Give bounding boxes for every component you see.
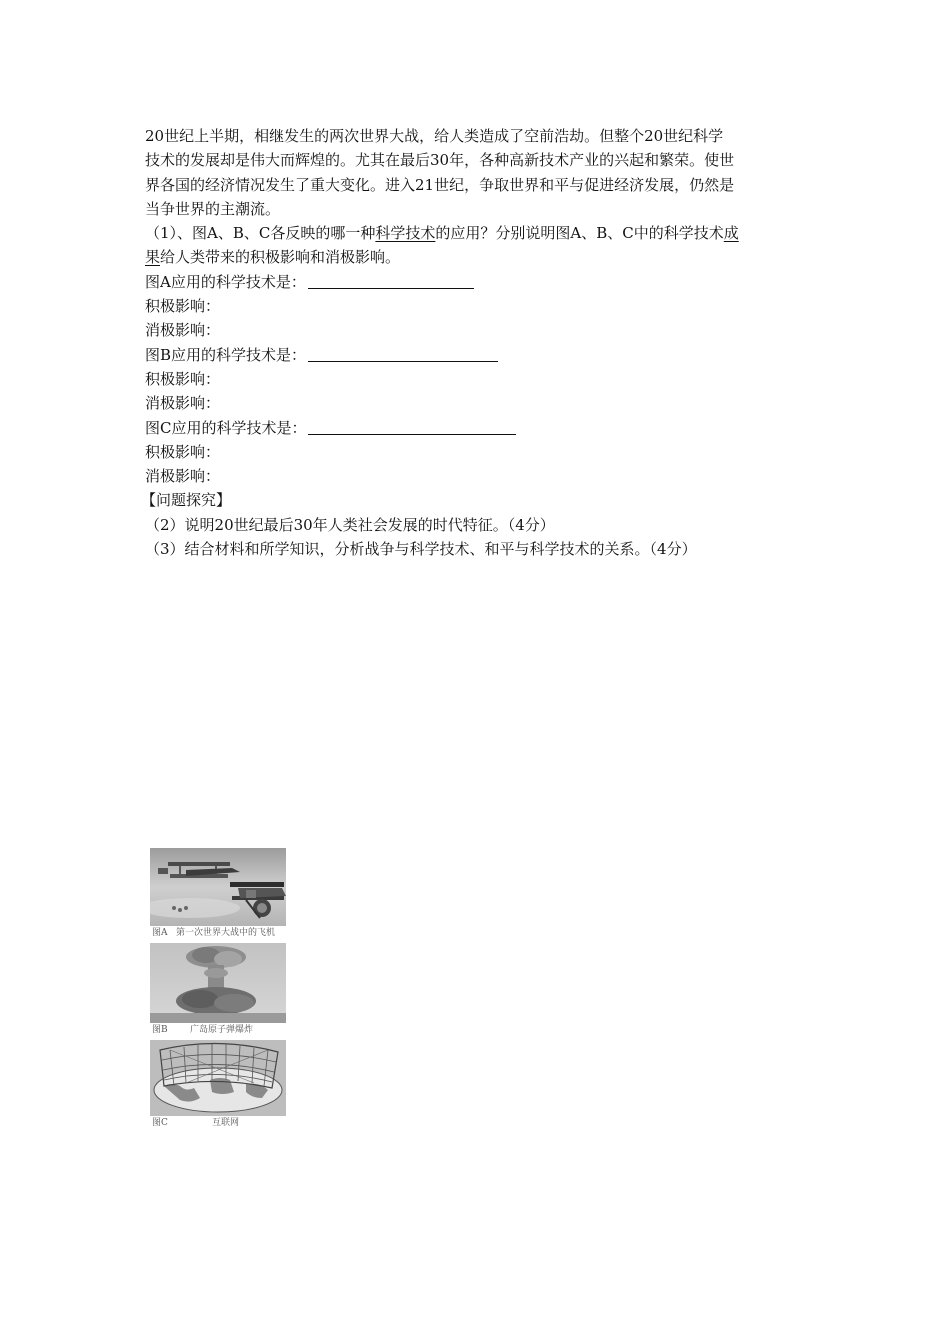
question-1-prefix: （1）、图A、B、C各反映的哪一种 — [145, 224, 376, 243]
question-1-underlined-char-1: 成 — [723, 224, 739, 243]
question-1-line-1 — [145, 221, 815, 245]
question-1-underlined-char-2: 果 — [145, 248, 161, 267]
question-1-underlined-term: 科学技术 — [375, 224, 436, 243]
figure-a-caption — [150, 926, 288, 943]
figure-c-caption — [150, 1116, 288, 1133]
section-title: 【问题探究】 — [141, 491, 232, 510]
figure-a-caption-text: 第一次世界大战中的飞机 — [176, 928, 276, 938]
answer-a-positive: 积极影响： — [145, 297, 221, 316]
answer-c-blank[interactable] — [308, 419, 516, 435]
figure-a-label: 图A — [152, 928, 168, 938]
figure-b-caption — [150, 1023, 288, 1040]
question-1-rest: 给人类带来的积极影响和消极影响。 — [160, 248, 401, 267]
figure-c-label: 图C — [152, 1118, 168, 1128]
answer-c-label-line — [145, 416, 815, 440]
figure-a — [150, 848, 288, 943]
answer-a-label-line — [145, 270, 815, 294]
internet-network-illustration — [150, 1040, 286, 1116]
document-body — [141, 124, 815, 561]
answer-a-negative: 消极影响： — [145, 321, 221, 340]
answer-a-blank[interactable] — [308, 273, 474, 289]
answer-b-label: 图B应用的科学技术是： — [145, 345, 307, 364]
question-1-line-2 — [145, 245, 815, 269]
biplane-illustration — [150, 848, 286, 926]
mushroom-cloud-illustration — [150, 943, 286, 1023]
question-2: （2）说明20世纪最后30年人类社会发展的时代特征。（4分） — [145, 515, 555, 534]
answer-b-label-line — [145, 343, 815, 367]
passage-line-1: 20世纪上半期，相继发生的两次世界大战，给人类造成了空前浩劫。但整个20世纪科学 — [145, 127, 724, 145]
passage-line-2: 技术的发展却是伟大而辉煌的。尤其在最后30年，各种高新技术产业的兴起和繁荣。使世 — [145, 151, 735, 170]
answer-b-positive: 积极影响： — [145, 369, 221, 388]
question-1-middle: 的应用？分别说明图A、B、C中的科学技术 — [435, 224, 724, 243]
figure-b — [150, 943, 288, 1040]
figure-b-caption-text: 广岛原子弹爆炸 — [190, 1025, 254, 1035]
figure-c-caption-text: 互联网 — [212, 1118, 240, 1128]
figure-a-image — [150, 848, 286, 926]
passage-line-4: 当争世界的主潮流。 — [145, 199, 281, 218]
answer-c-label: 图C应用的科学技术是： — [145, 418, 307, 437]
figure-c-image — [150, 1040, 286, 1116]
figure-b-label: 图B — [152, 1025, 168, 1035]
figure-c — [150, 1040, 288, 1133]
figure-column — [150, 848, 288, 1133]
figure-b-image — [150, 943, 286, 1023]
question-3: （3）结合材料和所学知识，分析战争与科学技术、和平与科学技术的关系。（4分） — [145, 540, 697, 559]
answer-c-negative: 消极影响： — [145, 467, 221, 486]
answer-c-positive: 积极影响： — [145, 442, 221, 461]
passage-line-3: 界各国的经济情况发生了重大变化。进入21世纪，争取世界和平与促进经济发展，仍然是 — [145, 175, 735, 194]
answer-b-blank[interactable] — [308, 346, 498, 362]
answer-a-label: 图A应用的科学技术是： — [145, 272, 306, 291]
answer-b-negative: 消极影响： — [145, 394, 221, 413]
